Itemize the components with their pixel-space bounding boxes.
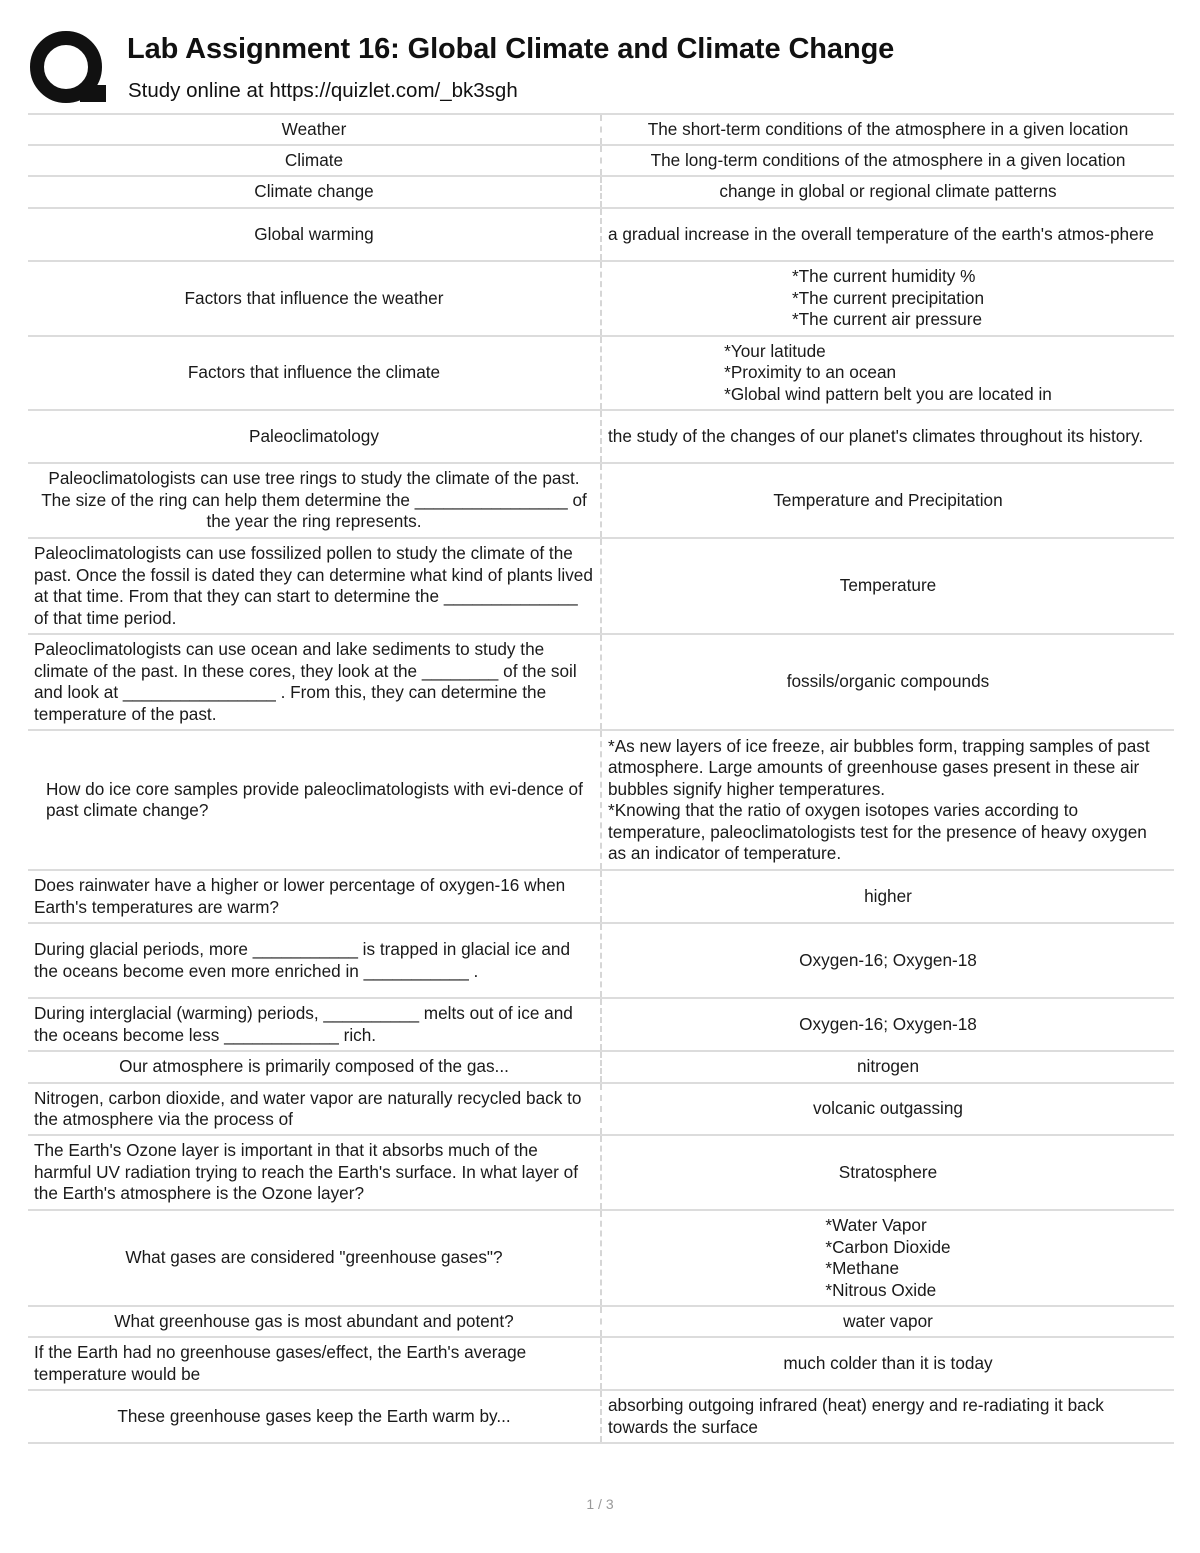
card-definition-cell [600,731,1174,869]
table-row [28,922,1174,997]
flashcard-table [28,113,1174,1444]
table-row [28,260,1174,335]
table-row [28,144,1174,175]
card-definition-cell [600,337,1174,409]
table-row [28,537,1174,633]
page-title: Lab Assignment 16: Global Climate and Climate Change [127,33,895,65]
table-row [28,1389,1174,1444]
card-term: Factors that influence the weather [184,287,444,308]
card-definition: nitrogen [600,1052,1174,1082]
card-term: These greenhouse gases keep the Earth warm by... [117,1405,511,1426]
table-row [28,869,1174,922]
table-row [28,1082,1174,1134]
table-row [28,175,1174,207]
card-definition: The short-term conditions of the atmosphere in a given location [600,115,1174,144]
table-row [28,633,1174,729]
table-row [28,1305,1174,1336]
card-definition: Temperature and Precipitation [600,464,1174,537]
quizlet-logo-icon [30,30,106,106]
card-definition: a gradual increase in the overall temperature of the earth's atmos-phere [600,209,1174,260]
card-definition: *The current humidity % *The current precipitation *The current air pressure [791,266,985,330]
table-row [28,1134,1174,1209]
table-row [28,335,1174,409]
card-definition: Stratosphere [600,1136,1174,1209]
card-definition: higher [600,871,1174,922]
card-term: Paleoclimatologists can use tree rings to study the climate of the past. The size of the ring can help them determine the ________________ of the year the ring represents. [41,468,587,532]
card-term: Climate [284,149,344,170]
card-term: During glacial periods, more ___________ is trapped in glacial ice and the oceans become even more enriched in ___________ . [34,939,571,981]
card-definition: fossils/organic compounds [600,635,1174,729]
card-term: During interglacial (warming) periods, __________ melts out of ice and the oceans become less ____________ rich. [34,1003,573,1045]
card-definition: the study of the changes of our planet's climates throughout its history. [600,411,1174,462]
card-term: What gases are considered "greenhouse gases"? [125,1247,503,1268]
card-term: If the Earth had no greenhouse gases/effect, the Earth's average temperature would be [34,1342,527,1384]
card-term: Paleoclimatologists can use fossilized pollen to study the climate of the past. Once the fossil is dated they can determine what kind of plants lived at that time. From that they can start to determine the ______________ of that time period. [34,543,593,628]
card-definition: Oxygen-16; Oxygen-18 [600,924,1174,997]
card-term: Paleoclimatologists can use ocean and lake sediments to study the climate of the past. In these cores, they look at the ________ of the soil and look at ________________ . From this, they can determine the temperature of the past. [34,639,577,724]
table-row [28,729,1174,869]
card-definition: much colder than it is today [600,1338,1174,1389]
card-definition: Temperature [600,539,1174,633]
card-term: Global warming [254,223,374,244]
study-online-link[interactable]: Study online at https://quizlet.com/_bk3sgh [128,79,518,102]
table-row [28,462,1174,537]
card-definition: volcanic outgassing [600,1084,1174,1134]
table-row [28,1050,1174,1082]
card-term: Climate change [254,181,374,202]
card-definition: water vapor [600,1307,1174,1336]
card-definition: *As new layers of ice freeze, air bubbles form, trapping samples of past atmosphere. Large amounts of greenhouse gases present in these air bubbles signify higher temperatures. *Knowing that the ratio of oxygen isotopes varies according to temperature, paleoclimatologists test for the presence of heavy oxygen as an indicator of temperature. [608,735,1150,863]
table-row [28,113,1174,144]
table-row [28,1336,1174,1389]
card-term: Nitrogen, carbon dioxide, and water vapor are naturally recycled back to the atmosphere via the process of [34,1087,582,1129]
card-definition: Oxygen-16; Oxygen-18 [600,999,1174,1050]
card-definition: *Your latitude *Proximity to an ocean *Global wind pattern belt you are located in [724,340,1052,404]
table-row [28,997,1174,1050]
card-definition: change in global or regional climate patterns [600,177,1174,207]
card-definition: *Water Vapor *Carbon Dioxide *Methane *Nitrous Oxide [825,1215,951,1300]
card-definition-cell [600,1211,1174,1305]
card-definition: The long-term conditions of the atmosphere in a given location [600,146,1174,175]
card-term: Paleoclimatology [249,425,379,446]
page-number: 1 / 3 [586,1496,614,1512]
table-row [28,207,1174,260]
card-term: What greenhouse gas is most abundant and potent? [114,1310,514,1331]
card-definition: absorbing outgoing infrared (heat) energy and re-radiating it back towards the surface [600,1391,1174,1442]
card-term: Our atmosphere is primarily composed of the gas... [119,1056,509,1077]
card-definition-cell [600,262,1174,335]
card-term: Weather [281,118,347,139]
card-term: How do ice core samples provide paleoclimatologists with evi-dence of past climate change? [46,778,583,820]
table-row [28,1209,1174,1305]
card-term: The Earth's Ozone layer is important in that it absorbs much of the harmful UV radiation trying to reach the Earth's surface. In what layer of the Earth's atmosphere is the Ozone layer? [34,1140,578,1204]
card-term: Factors that influence the climate [187,362,441,383]
table-row [28,409,1174,462]
card-term: Does rainwater have a higher or lower percentage of oxygen-16 when Earth's temperatures are warm? [34,875,566,917]
